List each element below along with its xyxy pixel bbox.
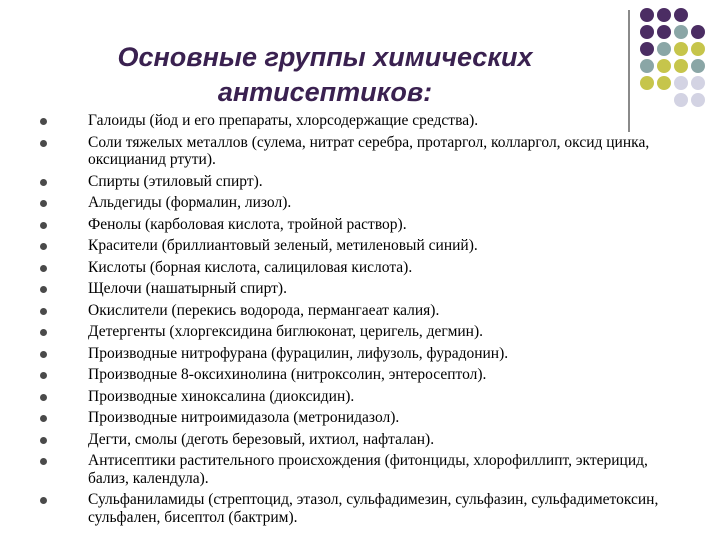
- decor-dot: [674, 59, 688, 73]
- title-line-1: Основные группы химических: [117, 42, 533, 72]
- bullet-icon: [40, 118, 47, 125]
- list-item: [40, 452, 680, 487]
- decor-dot: [674, 42, 688, 56]
- list-item-text: Соли тяжелых металлов (сулема, нитрат серебра, протаргол, колларгол, оксид цинка, оксицианид ртути).: [88, 133, 650, 168]
- bullet-icon: [40, 200, 47, 207]
- list-item-text: Альдегиды (формалин, лизол).: [88, 194, 292, 211]
- list-item-text: Щелочи (нашатырный спирт).: [88, 280, 287, 297]
- list-item: [40, 112, 680, 130]
- decor-dot: [691, 25, 705, 39]
- list-item-text: Галоиды (йод и его препараты, хлорсодержащие средства).: [88, 112, 479, 129]
- list-item-text: Детергенты (хлоргексидина биглюконат, церигель, дегмин).: [88, 323, 484, 340]
- decor-dot: [674, 93, 688, 107]
- list-item: [40, 388, 680, 406]
- bullet-icon: [40, 222, 47, 229]
- decor-dot: [657, 59, 671, 73]
- decor-dot: [674, 76, 688, 90]
- decor-dot: [691, 59, 705, 73]
- decor-dot: [640, 25, 654, 39]
- list-item-text: Окислители (перекись водорода, пермангаеат калия).: [88, 301, 440, 319]
- bullet-icon: [40, 372, 47, 379]
- list-item: [40, 280, 680, 298]
- decor-dot: [657, 25, 671, 39]
- list-item: [40, 173, 680, 191]
- slide-title: [90, 40, 560, 110]
- bullet-icon: [40, 243, 47, 250]
- list-item-text: Антисептики растительного происхождения (фитонциды, хлорофиллипт, эктерицид, бализ, календула).: [88, 452, 648, 487]
- decor-dot: [657, 42, 671, 56]
- list-item-text: Красители (бриллиантовый зеленый, метиленовый синий).: [88, 237, 478, 254]
- decor-dot: [691, 93, 705, 107]
- bullet-icon: [40, 437, 47, 444]
- list-item: [40, 366, 680, 384]
- bullet-icon: [40, 286, 47, 293]
- bullet-icon: [40, 458, 47, 465]
- list-item-text: Производные 8-оксихинолина (нитроксолин, энтеросептол).: [88, 366, 487, 383]
- bullet-icon: [40, 329, 47, 336]
- decor-dot: [657, 8, 671, 22]
- decor-dot: [640, 8, 654, 22]
- list-item: [40, 194, 680, 212]
- antiseptic-groups-list: [40, 112, 680, 530]
- list-item: [40, 216, 680, 234]
- list-item-text: Производные нитрофурана (фурацилин, лифузоль, фурадонин).: [88, 344, 509, 362]
- list-item: [40, 323, 680, 341]
- list-item-text: Кислоты (борная кислота, салициловая кислота).: [88, 258, 413, 276]
- list-item: [40, 134, 680, 169]
- list-item-text: Фенолы (карболовая кислота, тройной раствор).: [88, 215, 407, 233]
- decor-dot: [640, 42, 654, 56]
- list-item-text: Сульфаниламиды (стрептоцид, этазол, сульфадимезин, сульфазин, сульфадиметоксин, сульфален, бисептол (бактрим).: [88, 491, 659, 526]
- bullet-icon: [40, 415, 47, 422]
- list-item: [40, 302, 680, 320]
- bullet-icon: [40, 351, 47, 358]
- bullet-icon: [40, 394, 47, 401]
- decor-dot: [674, 8, 688, 22]
- list-item: [40, 259, 680, 277]
- decor-dot: [691, 76, 705, 90]
- list-item: [40, 237, 680, 255]
- decor-dot: [674, 25, 688, 39]
- list-item: [40, 491, 680, 526]
- list-item-text: Дегти, смолы (деготь березовый, ихтиол, нафталан).: [88, 430, 435, 448]
- list-item-text: Спирты (этиловый спирт).: [88, 172, 263, 190]
- decorative-dot-grid: [640, 8, 720, 118]
- list-item: [40, 409, 680, 427]
- list-item: [40, 431, 680, 449]
- list-item-text: Производные хиноксалина (диоксидин).: [88, 387, 355, 405]
- bullet-icon: [40, 265, 47, 272]
- list-item-text: Производные нитроимидазола (метронидазол).: [88, 409, 400, 426]
- bullet-icon: [40, 308, 47, 315]
- bullet-icon: [40, 140, 47, 147]
- decor-dot: [657, 76, 671, 90]
- bullet-icon: [40, 179, 47, 186]
- decor-dot: [691, 42, 705, 56]
- list-item: [40, 345, 680, 363]
- title-line-2: антисептиков:: [217, 77, 433, 107]
- bullet-icon: [40, 497, 47, 504]
- decor-dot: [640, 59, 654, 73]
- decor-dot: [640, 76, 654, 90]
